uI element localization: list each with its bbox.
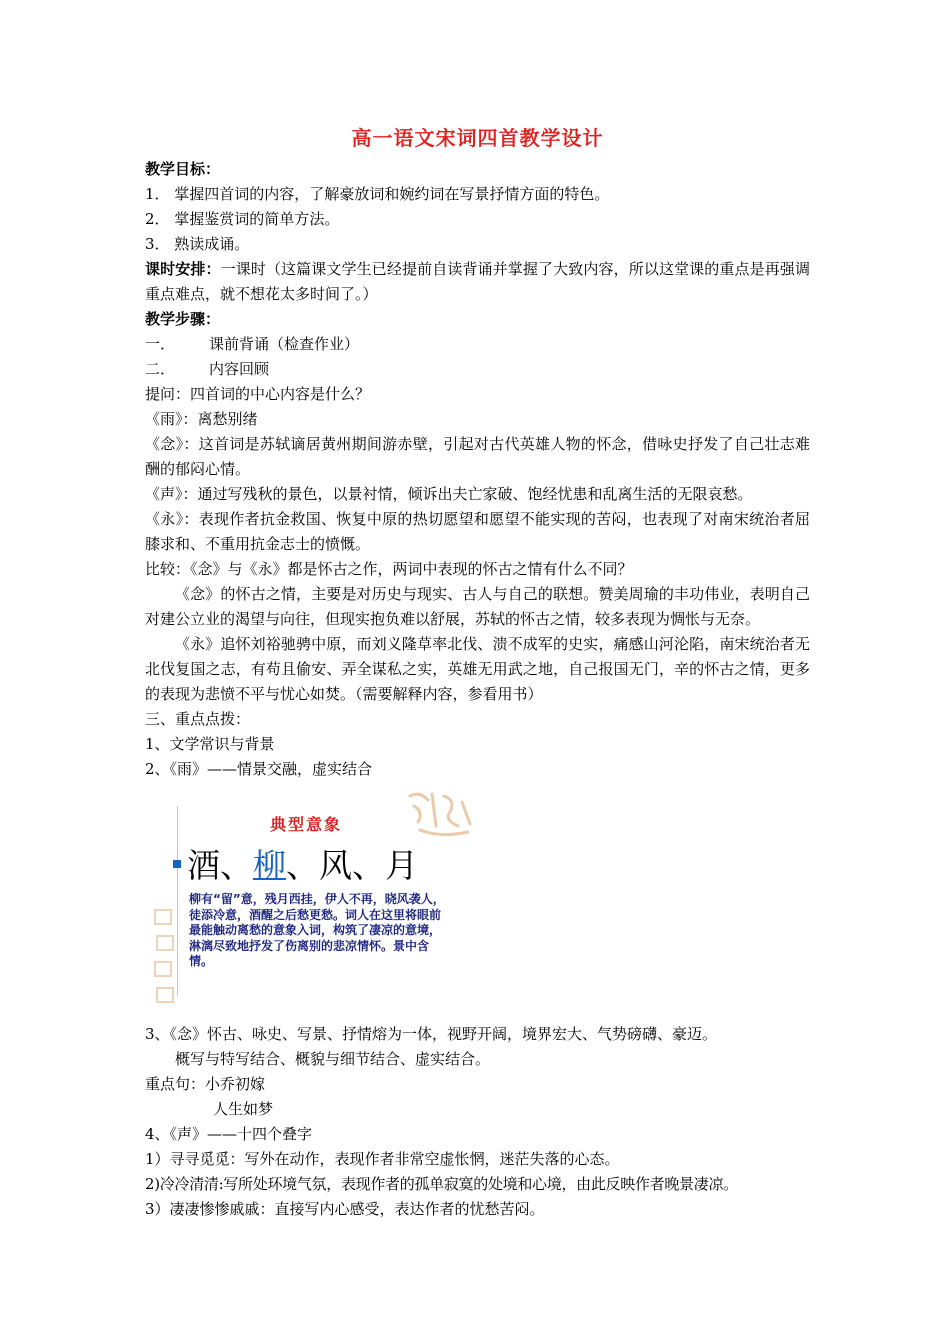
- key-sentence: 重点句：小乔初嫁: [145, 1075, 266, 1093]
- objective-item: 1． 掌握四首词的内容，了解豪放词和婉约词在写景抒情方面的特色。: [145, 185, 610, 203]
- detail-item: 2)冷冷清清:写所处环境气氛，表现作者的孤单寂寞的处境和心境，由此反映作者晚景凄凉。: [145, 1175, 738, 1193]
- schedule-text: 一课时（这篇课文学生已经提前自读背诵并掌握了大致内容，所以这堂课的重点是再强调重点难点，就不想花太多时间了。）: [145, 260, 810, 303]
- objective-item: 2． 掌握鉴赏词的简单方法。: [145, 210, 340, 228]
- schedule-heading: 课时安排：: [145, 260, 221, 278]
- steps-heading: 教学步骤：: [145, 310, 221, 328]
- slide-image: [145, 786, 810, 1016]
- detail-item: 3）凄凄惨惨戚戚：直接写内心感受，表达作者的忧愁苦闷。: [145, 1200, 545, 1218]
- summary-item: 《雨》：离愁别绪: [145, 410, 258, 428]
- objectives-heading: 教学目标：: [145, 160, 221, 178]
- bullet-icon: [173, 860, 181, 868]
- section-heading: 三、重点点拨：: [145, 710, 251, 728]
- step-item: 二． 内容回顾: [145, 360, 270, 378]
- document-title: 高一语文宋词四首教学设计: [351, 126, 604, 150]
- summary-item: 《念》：这首词是苏轼谪居黄州期间游赤壁，引起对古代英雄人物的怀念，借咏史抒发了自己壮志难酬的郁闷心情。: [145, 435, 810, 478]
- objective-item: 3． 熟读成诵。: [145, 235, 250, 253]
- question-line: 提问：四首词的中心内容是什么？: [145, 385, 371, 403]
- summary-item: 《永》：表现作者抗金救国、恢复中原的热切愿望和愿望不能实现的苦闷，也表现了对南宋统治者屈膝求和、不重用抗金志士的愤慨。: [145, 510, 810, 553]
- key-sentence: 人生如梦: [213, 1100, 274, 1118]
- summary-item: 《声》：通过写残秋的景色，以景衬情，倾诉出夫亡家破、饱经忧患和乱离生活的无限哀愁。: [145, 485, 753, 503]
- highlight-word: 柳: [253, 846, 286, 885]
- slide-description: 柳有“留”意，残月西挂，伊人不再，晓风袭人，徒添冷意，酒醒之后愁更愁。词人在这里将眼前最能触动离愁的意象入词，构筑了凄凉的意境，淋漓尽致地抒发了伤离别的悲凉情怀。景中含情。: [189, 892, 445, 968]
- compare-answer: 《永》追怀刘裕驰骋中原，而刘义隆草率北伐、溃不成军的史实，痛感山河沦陷，南宋统治者无北伐复国之志，有苟且偷安、弄全谋私之实，英雄无用武之地，自己报国无门，辛的怀古之情，更多的表现为悲愤不平与忧心如焚。（需要解释内容，参看用书）: [145, 635, 810, 703]
- imagery-words: 酒、柳、风、月: [173, 840, 418, 887]
- compare-question: 比较：《念》与《永》都是怀古之作，两词中表现的怀古之情有什么不同？: [145, 560, 633, 578]
- seal-stamp-icon: [400, 786, 480, 841]
- detail-item: 1）寻寻觅觅：写外在动作，表现作者非常空虚怅惘，迷茫失落的心态。: [145, 1150, 620, 1168]
- slide-title: 典型意象: [270, 815, 343, 834]
- document-page: [145, 122, 810, 1222]
- key-point: 3、《念》怀古、咏史、写景、抒情熔为一体，视野开阔，境界宏大、气势磅礴、豪迈。: [145, 1025, 718, 1043]
- key-point: 4、《声》——十四个叠字: [145, 1125, 313, 1143]
- key-point-note: 概写与特写结合、概貌与细节结合、虚实结合。: [175, 1050, 491, 1068]
- key-point: 2、《雨》——情景交融，虚实结合: [145, 760, 373, 778]
- compare-answer: 《念》的怀古之情，主要是对历史与现实、古人与自己的联想。赞美周瑜的丰功伟业，表明自己对建公立业的渴望与向往，但现实抱负难以舒展，苏轼的怀古之情，较多表现为惆怅与无奈。: [145, 585, 810, 628]
- slide-divider: [177, 806, 178, 996]
- schedule-paragraph: [145, 257, 810, 307]
- step-item: 一． 课前背诵（检查作业）: [145, 335, 360, 353]
- key-point: 1、文学常识与背景: [145, 735, 275, 753]
- decorative-pattern-icon: [153, 906, 177, 1006]
